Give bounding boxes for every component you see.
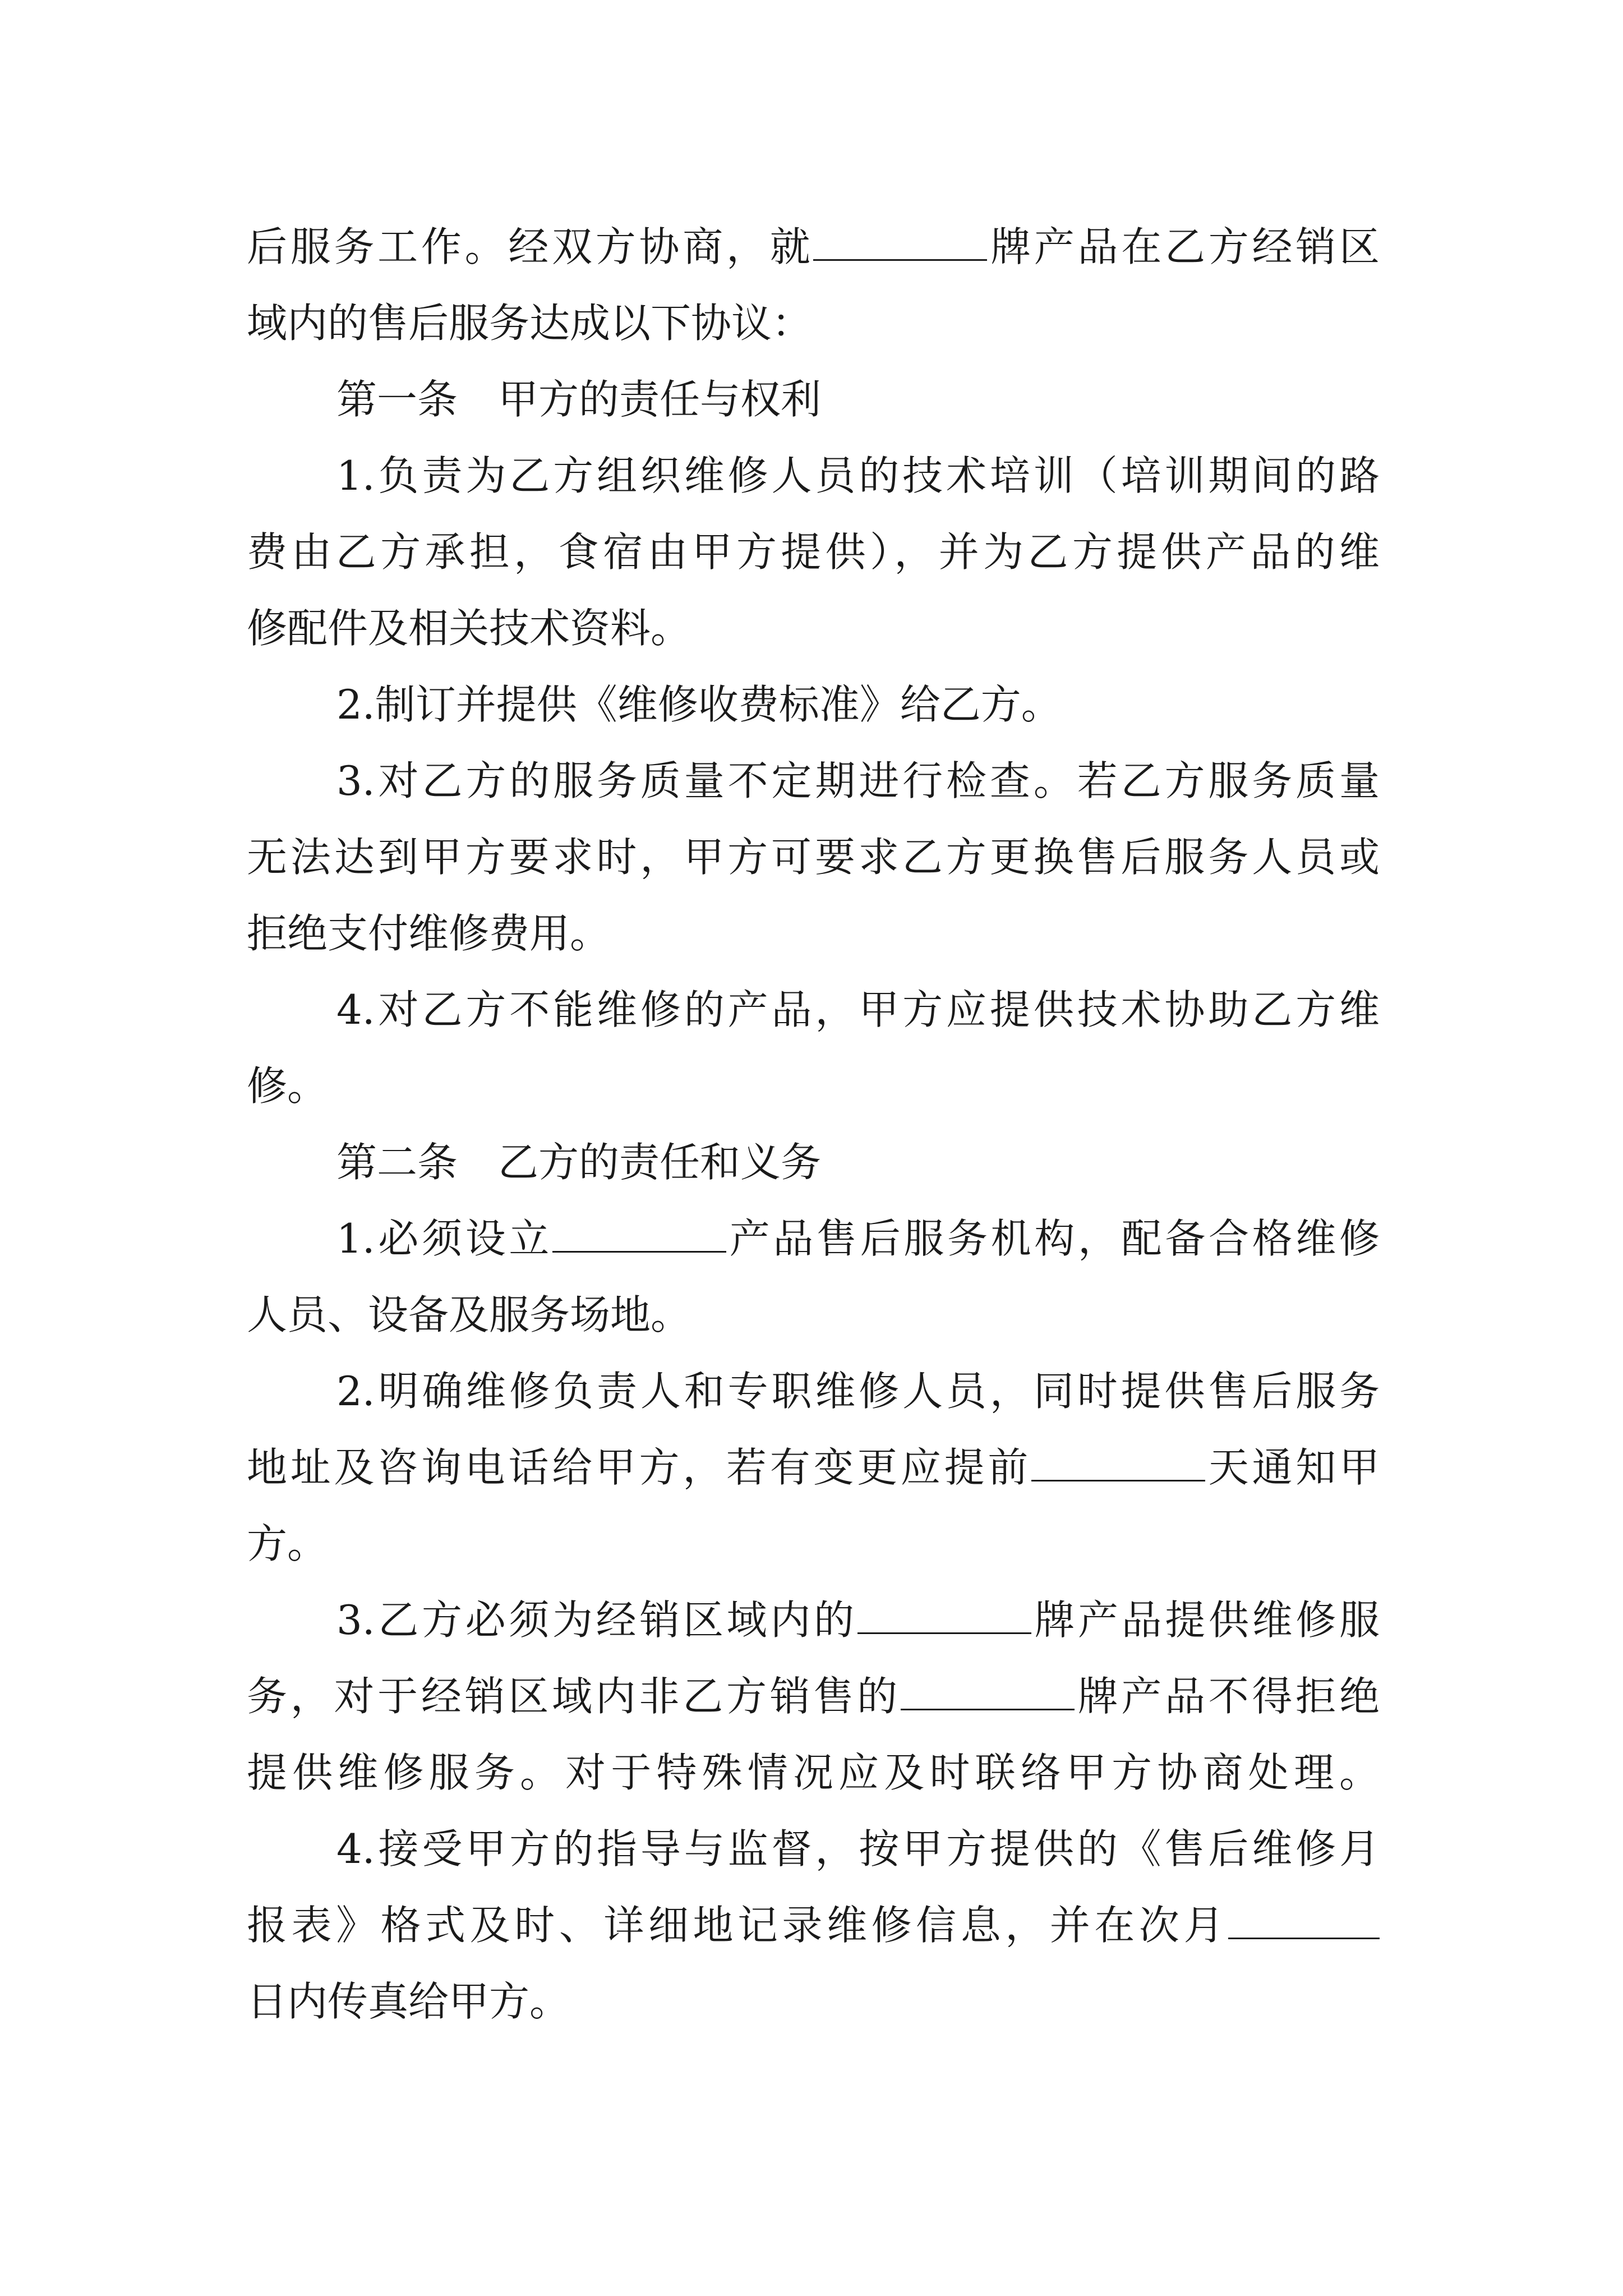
text-line: 3.对乙方的服务质量不定期进行检查。若乙方服务质量 bbox=[336, 757, 1380, 804]
text-segment: 1.必须设立 bbox=[336, 1215, 553, 1262]
text-line: 人员、设备及服务场地。 bbox=[247, 1291, 691, 1338]
fill-in-blank[interactable] bbox=[1228, 1905, 1380, 1939]
text-line: 修配件及相关技术资料。 bbox=[247, 605, 691, 652]
text-line bbox=[247, 1657, 1380, 1736]
fill-in-blank[interactable] bbox=[857, 1600, 1031, 1634]
fill-in-blank[interactable] bbox=[1031, 1447, 1205, 1481]
text-line: 域内的售后服务达成以下协议： bbox=[247, 300, 813, 347]
text-segment: 报表》格式及时、详细地记录维修信息，并在次月 bbox=[247, 1902, 1228, 1949]
text-segment: 牌产品在乙方经销区 bbox=[987, 223, 1380, 270]
text-segment: 牌产品提供维修服 bbox=[1031, 1596, 1380, 1644]
text-line: 日内传真给甲方。 bbox=[247, 1978, 570, 2025]
text-line: 无法达到甲方要求时，甲方可要求乙方更换售后服务人员或 bbox=[247, 834, 1380, 881]
text-segment: 务，对于经销区域内非乙方销售的 bbox=[247, 1673, 901, 1720]
text-segment: 产品售后服务机构，配备合格维修 bbox=[726, 1215, 1380, 1262]
text-line: 2.明确维修负责人和专职维修人员，同时提供售后服务 bbox=[336, 1368, 1380, 1415]
text-line: 拒绝支付维修费用。 bbox=[247, 910, 611, 957]
text-line: 提供维修服务。对于特殊情况应及时联络甲方协商处理。 bbox=[247, 1749, 1380, 1796]
text-line bbox=[336, 1199, 1380, 1278]
text-segment: 牌产品不得拒绝 bbox=[1074, 1673, 1380, 1720]
text-line bbox=[247, 208, 1380, 286]
text-segment: 地址及咨询电话给甲方，若有变更应提前 bbox=[247, 1444, 1032, 1491]
text-line bbox=[336, 1581, 1380, 1659]
text-line: 1.负责为乙方组织维修人员的技术培训（培训期间的路 bbox=[336, 452, 1380, 499]
fill-in-blank[interactable] bbox=[901, 1676, 1075, 1710]
article-heading: 第一条 甲方的责任与权利 bbox=[336, 376, 822, 423]
text-line: 4.对乙方不能维修的产品，甲方应提供技术协助乙方维 bbox=[336, 986, 1380, 1033]
article-heading: 第二条 乙方的责任和义务 bbox=[336, 1139, 822, 1186]
text-segment: 天通知甲 bbox=[1205, 1444, 1380, 1491]
text-line: 4.接受甲方的指导与监督，按甲方提供的《售后维修月 bbox=[336, 1825, 1380, 1872]
text-line: 方。 bbox=[247, 1520, 328, 1567]
text-line bbox=[247, 1886, 1380, 1964]
fill-in-blank[interactable] bbox=[552, 1218, 726, 1253]
text-line bbox=[247, 1428, 1380, 1507]
text-line: 修。 bbox=[247, 1062, 328, 1110]
text-segment: 后服务工作。经双方协商，就 bbox=[247, 223, 814, 270]
text-segment: 3.乙方必须为经销区域内的 bbox=[336, 1596, 857, 1644]
fill-in-blank[interactable] bbox=[813, 227, 987, 261]
text-line: 2.制订并提供《维修收费标准》给乙方。 bbox=[336, 681, 1062, 728]
text-line: 费由乙方承担，食宿由甲方提供），并为乙方提供产品的维 bbox=[247, 528, 1380, 576]
